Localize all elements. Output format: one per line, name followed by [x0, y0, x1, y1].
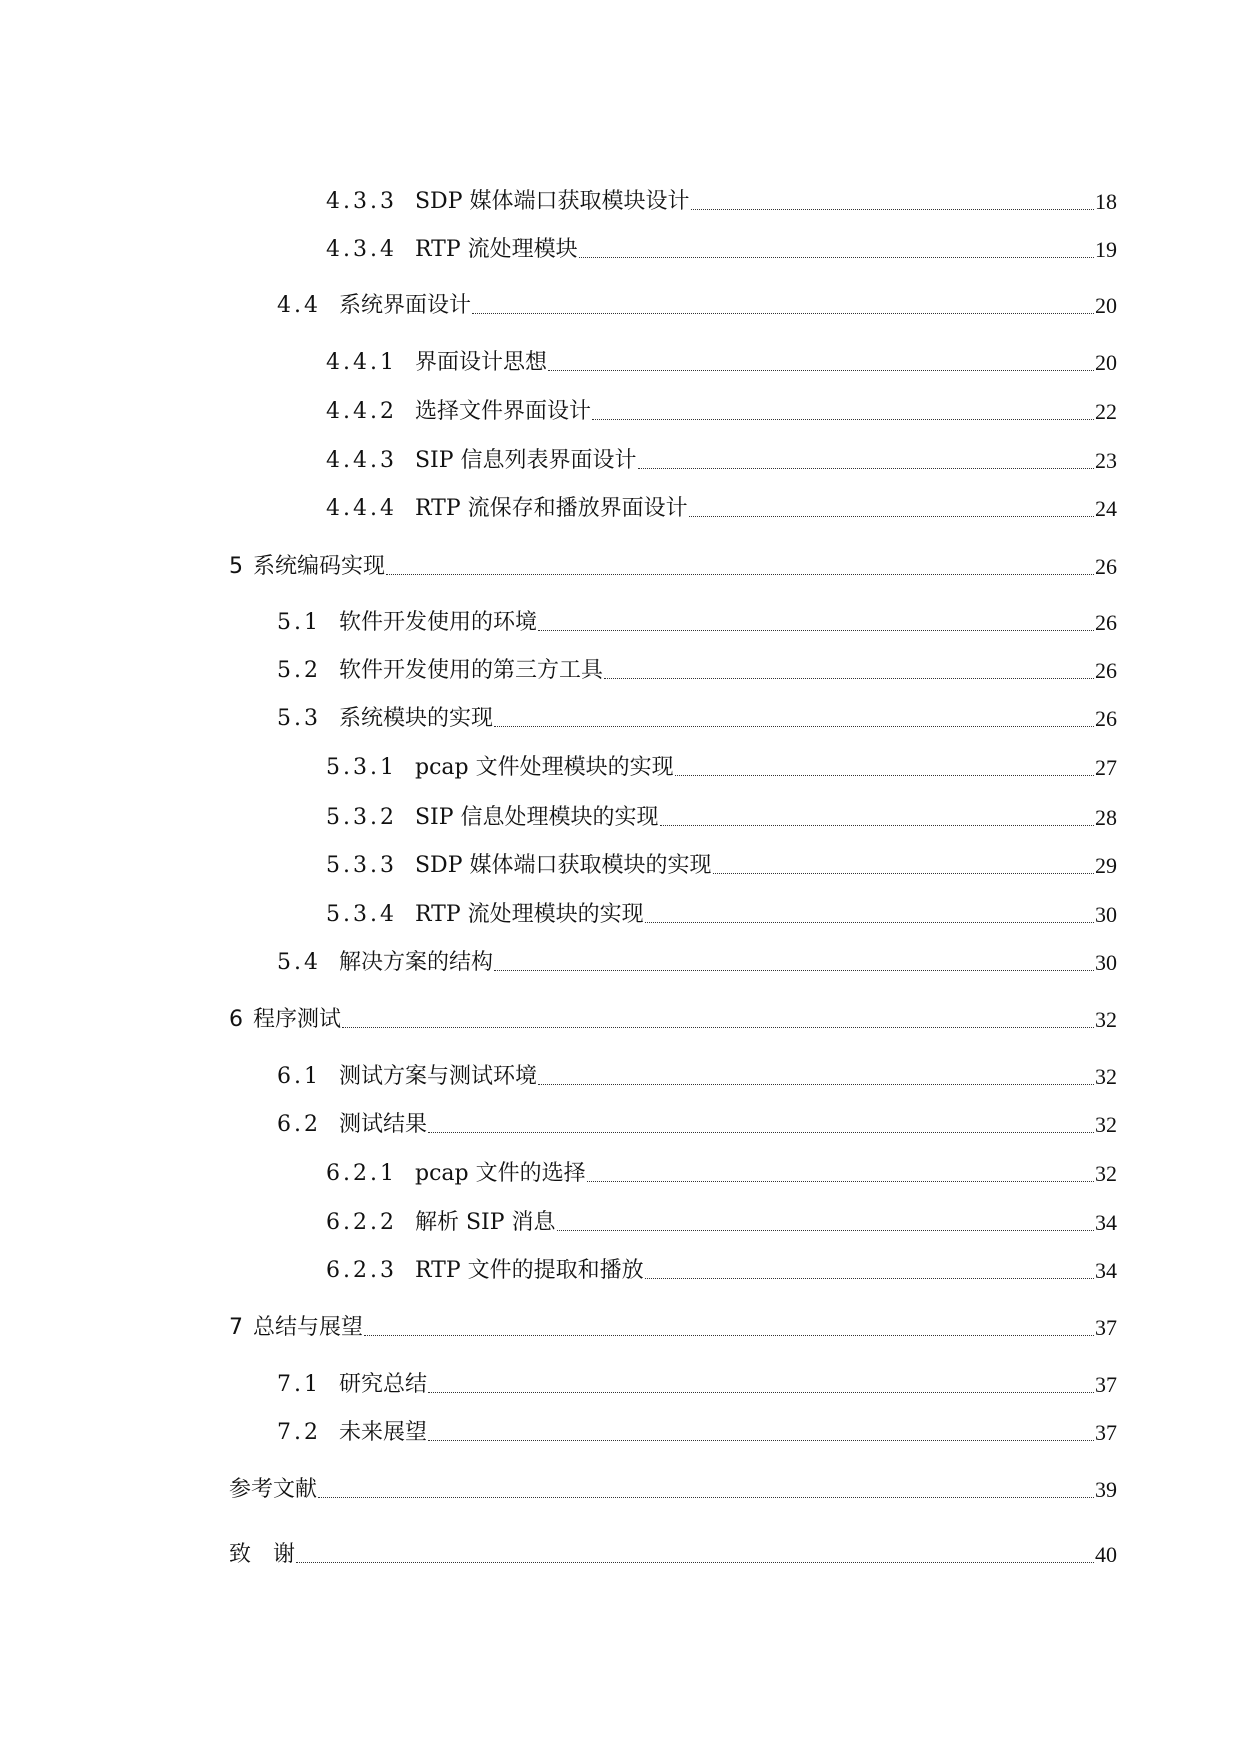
toc-entry[interactable] [326, 1256, 1117, 1286]
dot-leader [645, 922, 1094, 923]
toc-entry[interactable] [326, 753, 1117, 783]
toc-entry[interactable] [277, 1370, 1117, 1400]
toc-entry[interactable] [277, 1110, 1117, 1140]
toc-entry-page: 37 [1095, 1315, 1117, 1340]
toc-entry-title: 软件开发使用的环境 [339, 610, 538, 635]
toc-entry[interactable] [326, 446, 1117, 476]
toc-entry-title: RTP 流保存和播放界面设计 [414, 496, 688, 521]
toc-entry[interactable] [229, 1313, 1117, 1343]
dot-leader [691, 209, 1095, 210]
dot-leader [587, 1181, 1094, 1182]
toc-entry-page: 30 [1095, 950, 1117, 975]
toc-entry-number: 7.1 [277, 1372, 321, 1397]
toc-entry-number: 5.2 [277, 658, 321, 683]
toc-entry-title: 系统编码实现 [253, 554, 386, 579]
toc-entry-page: 20 [1095, 350, 1117, 375]
toc-entry[interactable] [277, 1418, 1117, 1448]
toc-entry-page: 32 [1095, 1064, 1117, 1089]
toc-entry-title: RTP 流处理模块的实现 [414, 902, 644, 927]
dot-leader [579, 257, 1094, 258]
toc-entry-number: 5.3 [277, 706, 321, 731]
toc-entry-title: RTP 流处理模块 [414, 237, 578, 262]
toc-entry-number: 7 [229, 1315, 243, 1340]
toc-entry[interactable] [326, 1208, 1117, 1238]
toc-entry-title: 致 谢 [229, 1542, 296, 1567]
toc-entry-number: 6.2.3 [326, 1258, 397, 1283]
toc-entry-title: 系统模块的实现 [339, 706, 494, 731]
dot-leader [318, 1497, 1094, 1498]
toc-entry-page: 37 [1095, 1420, 1117, 1445]
toc-entry-page: 40 [1095, 1542, 1117, 1567]
toc-entry[interactable] [326, 187, 1117, 217]
dot-leader [428, 1392, 1094, 1393]
toc-entry-title: pcap 文件处理模块的实现 [414, 755, 674, 780]
toc-entry-title: 参考文献 [229, 1477, 318, 1502]
toc-entry-page: 34 [1095, 1258, 1117, 1283]
toc-entry-number: 4.4.4 [326, 496, 397, 521]
dot-leader [638, 468, 1094, 469]
toc-entry-number: 4.3.3 [326, 189, 397, 214]
toc-entry-number: 6.2.1 [326, 1161, 397, 1186]
toc-entry-page: 32 [1095, 1112, 1117, 1137]
toc-entry-number: 5 [229, 554, 243, 579]
toc-entry-page: 27 [1095, 755, 1117, 780]
toc-entry-title: 解析 SIP 消息 [414, 1210, 556, 1235]
toc-entry-title: SIP 信息列表界面设计 [414, 448, 637, 473]
dot-leader [364, 1335, 1094, 1336]
toc-entry-page: 18 [1095, 189, 1117, 214]
toc-entry-page: 22 [1095, 399, 1117, 424]
toc-entry-title: SIP 信息处理模块的实现 [414, 805, 659, 830]
dot-leader [645, 1278, 1094, 1279]
toc-entry[interactable] [277, 704, 1117, 734]
toc-entry-title: pcap 文件的选择 [414, 1161, 586, 1186]
toc-entry-page: 23 [1095, 448, 1117, 473]
toc-entry-title: 系统界面设计 [339, 293, 472, 318]
toc-entry-number: 4.4.2 [326, 399, 397, 424]
toc-entry-number: 4.4 [277, 293, 321, 318]
toc-entry-page: 28 [1095, 805, 1117, 830]
toc-entry-title: 总结与展望 [253, 1315, 364, 1340]
toc-entry-page: 26 [1095, 706, 1117, 731]
toc-entry-page: 24 [1095, 496, 1117, 521]
dot-leader [342, 1027, 1094, 1028]
toc-entry-number: 6.1 [277, 1064, 321, 1089]
toc-entry-title: 测试结果 [339, 1112, 428, 1137]
toc-entry-title: 界面设计思想 [414, 350, 547, 375]
toc-entry[interactable] [326, 348, 1117, 378]
dot-leader [428, 1440, 1094, 1441]
toc-entry-number: 7.2 [277, 1420, 321, 1445]
dot-leader [538, 630, 1094, 631]
toc-entry-page: 37 [1095, 1372, 1117, 1397]
toc-entry[interactable] [277, 948, 1117, 978]
toc-entry[interactable] [229, 1475, 1117, 1505]
toc-entry-title: RTP 文件的提取和播放 [414, 1258, 644, 1283]
toc-entry[interactable] [326, 397, 1117, 427]
toc-entry-page: 32 [1095, 1161, 1117, 1186]
dot-leader [592, 419, 1094, 420]
toc-entry-page: 26 [1095, 658, 1117, 683]
dot-leader [689, 516, 1094, 517]
toc-entry[interactable] [229, 1005, 1117, 1035]
toc-entry-page: 26 [1095, 554, 1117, 579]
toc-entry-number: 5.1 [277, 610, 321, 635]
toc-entry[interactable] [326, 900, 1117, 930]
toc-entry-title: 软件开发使用的第三方工具 [339, 658, 604, 683]
dot-leader [557, 1230, 1094, 1231]
dot-leader [675, 775, 1094, 776]
toc-entry-number: 5.3.4 [326, 902, 397, 927]
toc-entry-page: 32 [1095, 1007, 1117, 1032]
toc-entry-title: 未来展望 [339, 1420, 428, 1445]
toc-entry-number: 5.4 [277, 950, 321, 975]
toc-entry-title: 选择文件界面设计 [414, 399, 591, 424]
toc-entry[interactable] [326, 851, 1117, 881]
dot-leader [472, 313, 1094, 314]
toc-entry[interactable] [277, 291, 1117, 321]
dot-leader [428, 1132, 1094, 1133]
toc-entry[interactable] [229, 1540, 1117, 1570]
toc-entry-number: 4.3.4 [326, 237, 397, 262]
toc-entry[interactable] [326, 1159, 1117, 1189]
toc-entry-number: 5.3.3 [326, 853, 397, 878]
toc-entry-number: 5.3.1 [326, 755, 397, 780]
toc-entry[interactable] [326, 235, 1117, 265]
dot-leader [494, 970, 1094, 971]
dot-leader [713, 873, 1095, 874]
dot-leader [386, 574, 1094, 575]
dot-leader [494, 726, 1094, 727]
toc-entry-page: 26 [1095, 610, 1117, 635]
toc-entry-number: 6.2 [277, 1112, 321, 1137]
toc-entry-page: 30 [1095, 902, 1117, 927]
toc-entry[interactable] [277, 608, 1117, 638]
toc-entry[interactable] [326, 494, 1117, 524]
toc-entry-number: 6.2.2 [326, 1210, 397, 1235]
toc-entry-page: 34 [1095, 1210, 1117, 1235]
toc-entry[interactable] [326, 803, 1117, 833]
toc-entry-number: 4.4.1 [326, 350, 397, 375]
dot-leader [604, 678, 1094, 679]
toc-entry-page: 19 [1095, 237, 1117, 262]
toc-entry-number: 6 [229, 1007, 243, 1032]
dot-leader [296, 1562, 1094, 1563]
toc-entry-title: 解决方案的结构 [339, 950, 494, 975]
toc-entry[interactable] [229, 552, 1117, 582]
toc-entry[interactable] [277, 1062, 1117, 1092]
toc-entry-number: 4.4.3 [326, 448, 397, 473]
toc-entry-number: 5.3.2 [326, 805, 397, 830]
toc-entry-title: 研究总结 [339, 1372, 428, 1397]
toc-entry-page: 29 [1095, 853, 1117, 878]
toc-entry[interactable] [277, 656, 1117, 686]
toc-entry-page: 20 [1095, 293, 1117, 318]
dot-leader [660, 825, 1094, 826]
dot-leader [538, 1084, 1094, 1085]
toc-entry-title: 测试方案与测试环境 [339, 1064, 538, 1089]
dot-leader [548, 370, 1094, 371]
toc-entry-title: SDP 媒体端口获取模块的实现 [414, 853, 712, 878]
toc-entry-title: SDP 媒体端口获取模块设计 [414, 189, 690, 214]
toc-entry-page: 39 [1095, 1477, 1117, 1502]
toc-entry-title: 程序测试 [253, 1007, 342, 1032]
